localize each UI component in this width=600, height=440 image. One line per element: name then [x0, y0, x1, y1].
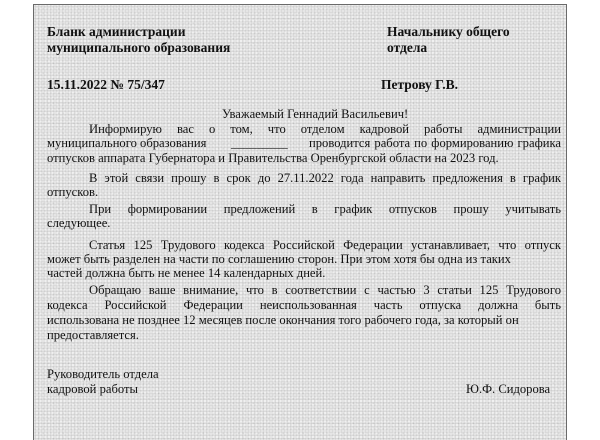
paragraph-2-line-1: В этой связи прошу в срок до 27.11.2022 года направить предложения в график [89, 171, 561, 185]
paragraph-4-line-2: может быть разделен на части по соглашению сторон. При этом хотя бы одна из таких [47, 252, 511, 266]
paragraph-2-line-2: отпусков. [47, 185, 99, 199]
paragraph-1-line-1: Информирую вас о том, что отделом кадровой работы администрации [89, 122, 561, 136]
paragraph-4-line-1: Статья 125 Трудового кодекса Российской Федерации устанавливает, что отпуск [89, 238, 561, 252]
paragraph-1-line-2a: муниципального образования [47, 136, 207, 150]
recipient-line-1: Начальнику общего [387, 24, 510, 39]
date-number: 15.11.2022 № 75/347 [47, 77, 165, 92]
paragraph-5-line-4: предоставляется. [47, 328, 139, 342]
paragraph-1-line-2b: проводится работа по формированию графика [309, 136, 561, 150]
addressee: Петрову Г.В. [381, 77, 458, 92]
paragraph-4-line-3: частей должна быть не менее 14 календарных дней. [47, 266, 326, 280]
recipient-line-2: отдела [387, 40, 428, 55]
paragraph-5-line-1: Обращаю ваше внимание, что в соответствии с частью 3 статьи 125 Трудового [89, 283, 561, 297]
sender-line-2: муниципального образования [47, 40, 231, 55]
signer-name: Ю.Ф. Сидорова [466, 382, 551, 396]
paragraph-3-line-2: следующее. [47, 216, 111, 230]
paragraph-5-line-2: кодекса Российской Федерации неиспользованная часть отпуска должна быть [47, 298, 561, 312]
sender-line-1: Бланк администрации [47, 24, 186, 39]
greeting: Уважаемый Геннадий Васильевич! [222, 107, 409, 121]
signer-title-line-1: Руководитель отдела [47, 367, 159, 381]
paragraph-1-blank: _________ [231, 136, 288, 150]
paragraph-1-line-3: отпусков аппарата Губернатора и Правительства Оренбургской области на 2023 год. [47, 151, 499, 165]
letter-page [33, 4, 567, 440]
paragraph-3-line-1: При формировании предложений в график отпусков прошу учитывать [89, 202, 561, 216]
signer-title-line-2: кадровой работы [47, 382, 138, 396]
paragraph-5-line-3: использована не позднее 12 месяцев после окончания того рабочего года, за который он [47, 313, 519, 327]
